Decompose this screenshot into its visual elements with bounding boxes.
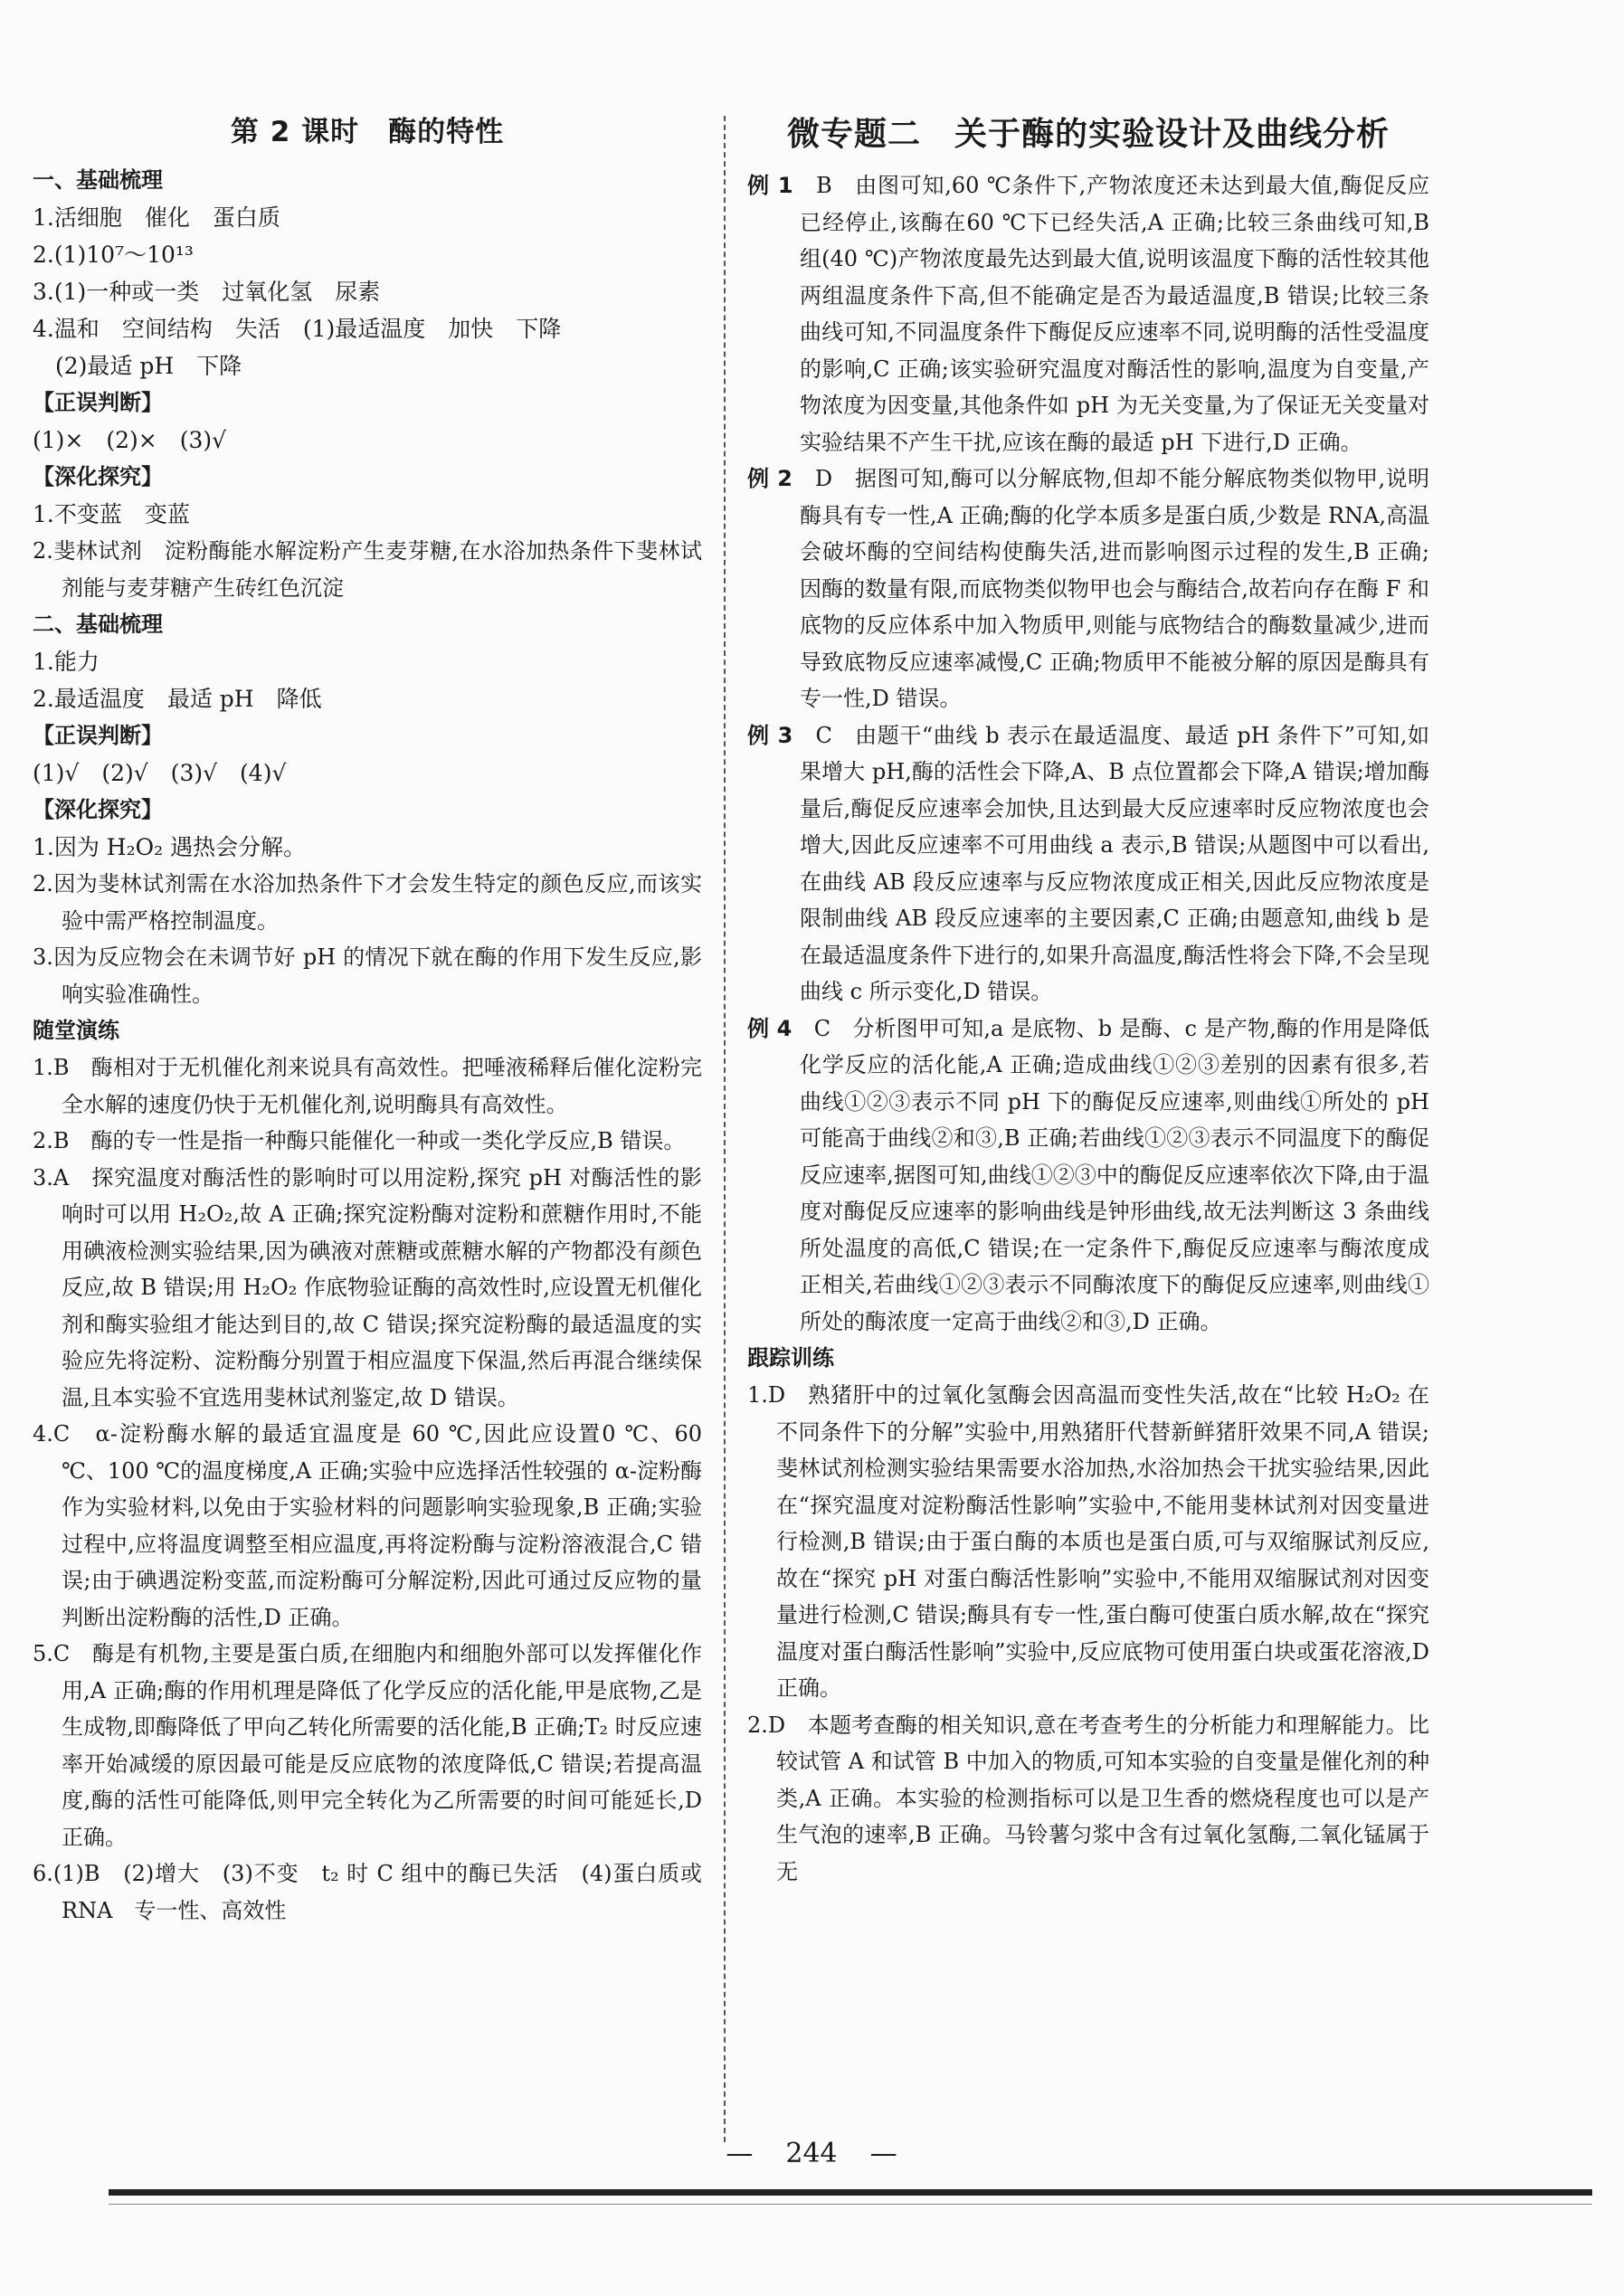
answer-line: 2.最适温度 最适 pH 降低 [33, 686, 322, 712]
section-heading: 二、基础梳理 [33, 612, 163, 637]
section-heading: 跟踪训练 [747, 1345, 834, 1371]
example-text: C 分析图甲可知,a 是底物、b 是酶、c 是产物,酶的作用是降低化学反应的活化能,A 正确;造成曲线①②③差别的因素有很多,若曲线①②③表示不同 pH 下的酶促反应速率,则曲线①所处的 pH 可能高于曲线②和③,B 正确;若曲线①②③表示不同温度下的酶促反应速率,据图可知,曲线①②③中的酶促反应速率依次下降,由于温度对酶促反应速率的影响曲线是钟形曲线,故无法判断这 3 条曲线所处温度的高低,C 错误;在一定条件下,酶促反应速率与酶浓度成正相关,若曲线①②③表示不同酶浓度下的酶促反应速率,则曲线①所处的酶浓度一定高于曲线②和③,D 正确。 [792, 1015, 1429, 1334]
answer-line: (2)最适 pH 下降 [33, 353, 242, 379]
bottom-rule [109, 2189, 1592, 2196]
answer-line: 2.(1)10⁷～10¹³ [33, 242, 194, 268]
answer-line: 4.温和 空间结构 失活 (1)最适温度 加快 下降 [33, 316, 562, 342]
answer-item: 3.因为反应物会在未调节好 pH 的情况下就在酶的作用下发生反应,影响实验准确性。 [33, 944, 702, 1007]
page-dash-left: — [726, 2138, 754, 2169]
example-label: 例 1 [747, 173, 793, 198]
answer-item: 2.因为斐林试剂需在水浴加热条件下才会发生特定的颜色反应,而该实验中需严格控制温度。 [33, 871, 702, 934]
section-heading: 随堂演练 [33, 1018, 119, 1043]
answer-item: 1.D 熟猪肝中的过氧化氢酶会因高温而变性失活,故在“比较 H₂O₂ 在不同条件下的分解”实验中,用熟猪肝代替新鲜猪肝效果不同,A 错误;斐林试剂检测实验结果需要水浴加热,水浴加热会干扰实验结果,因此在“探究温度对淀粉酶活性影响”实验中,不能用斐林试剂对因变量进行检测,B 错误;由于蛋白酶的本质也是蛋白质,可与双缩脲试剂反应,故在“探究 pH 对蛋白酶活性影响”实验中,不能用双缩脲试剂对因变量进行检测,C 错误;酶具有专一性,蛋白酶可使蛋白质水解,故在“探究温度对蛋白酶活性影响”实验中,反应底物可使用蛋白块或蛋花溶液,D 正确。 [747, 1382, 1429, 1701]
subsection-heading: 【正误判断】 [33, 390, 163, 415]
answer-line: 1.活细胞 催化 蛋白质 [33, 204, 280, 231]
page-number-value: 244 [785, 2138, 838, 2169]
page-dash-right: — [869, 2138, 897, 2169]
section-heading: 一、基础梳理 [33, 167, 163, 193]
page-number [0, 2138, 1623, 2169]
lesson-title: 第 2 课时 酶的特性 [230, 116, 505, 148]
right-column [747, 109, 1429, 1890]
answer-item: 4.C α-淀粉酶水解的最适宜温度是 60 ℃,因此应设置0 ℃、60 ℃、100 ℃的温度梯度,A 正确;实验中应选择活性较强的 α-淀粉酶作为实验材料,以免由于实验材料的问题影响实验现象,B 正确;实验过程中,应将温度调整至相应温度,再将淀粉酶与淀粉溶液混合,C 错误;由于碘遇淀粉变蓝,而淀粉酶可分解淀粉,因此可通过反应物的量判断出淀粉酶的活性,D 正确。 [33, 1421, 702, 1630]
example-label: 例 3 [747, 722, 793, 748]
answer-item: 5.C 酶是有机物,主要是蛋白质,在细胞内和细胞外部可以发挥催化作用,A 正确;酶的作用机理是降低了化学反应的活化能,甲是底物,乙是生成物,即酶降低了甲向乙转化所需要的活化能,B 正确;T₂ 时反应速率开始减缓的原因最可能是反应底物的浓度降低,C 错误;若提高温度,酶的活性可能降低,则甲完全转化为乙所需要的时间可能延长,D 正确。 [33, 1641, 702, 1850]
left-column [33, 109, 702, 1929]
example-text: D 据图可知,酶可以分解底物,但却不能分解底物类似物甲,说明酶具有专一性,A 正确;酶的化学本质多是蛋白质,少数是 RNA,高温会破坏酶的空间结构使酶失活,进而影响图示过程的发生,B 正确;因酶的数量有限,而底物类似物甲也会与酶结合,故若向存在酶 F 和底物的反应体系中加入物质甲,则能与底物结合的酶数量减少,进而导致底物反应速率减慢,C 正确;物质甲不能被分解的原因是酶具有专一性,D 错误。 [792, 466, 1429, 711]
answer-item: 6.(1)B (2)增大 (3)不变 t₂ 时 C 组中的酶已失活 (4)蛋白质或 RNA 专一性、高效性 [33, 1861, 702, 1923]
topic-title: 微专题二 关于酶的实验设计及曲线分析 [786, 116, 1390, 153]
answer-item: 1.B 酶相对于无机催化剂来说具有高效性。把唾液稀释后催化淀粉完全水解的速度仍快于无机催化剂,说明酶具有高效性。 [33, 1055, 702, 1117]
left-content [33, 162, 702, 1929]
column-divider [724, 116, 726, 2142]
example-answer [747, 167, 1429, 460]
example-label: 例 4 [747, 1015, 793, 1041]
subsection-heading: 【深化探究】 [33, 797, 163, 822]
answer-line: 1.不变蓝 变蓝 [33, 501, 190, 527]
example-label: 例 2 [747, 466, 793, 491]
answer-item: 2.B 酶的专一性是指一种酶只能催化一种或一类化学反应,B 错误。 [33, 1128, 686, 1153]
example-answer [747, 460, 1429, 717]
subsection-heading: 【正误判断】 [33, 723, 163, 748]
example-answer [747, 1010, 1429, 1341]
answer-line: (1)× (2)× (3)√ [33, 427, 227, 453]
answer-item: 3.A 探究温度对酶活性的影响时可以用淀粉,探究 pH 对酶活性的影响时可以用 H₂O₂,故 A 正确;探究淀粉酶对淀粉和蔗糖作用时,不能用碘液检测实验结果,因为碘液对蔗糖或蔗糖水解的产物都没有颜色反应,故 B 错误;用 H₂O₂ 作底物验证酶的高效性时,应设置无机催化剂和酶实验组才能达到目的,故 C 错误;探究淀粉酶的最适温度的实验应先将淀粉、淀粉酶分别置于相应温度下保温,然后再混合继续保温,且本实验不宜选用斐林试剂鉴定,故 D 错误。 [33, 1164, 702, 1410]
example-text: C 由题干“曲线 b 表示在最适温度、最适 pH 条件下”可知,如果增大 pH,酶的活性会下降,A、B 点位置都会下降,A 错误;增加酶量后,酶促反应速率会加快,且达到最大反应速率时反应物浓度也会增大,因此反应速率不可用曲线 a 表示,B 错误;从题图中可以看出,在曲线 AB 段反应速率与反应物浓度成正相关,因此反应物浓度是限制曲线 AB 段反应速率的主要因素,C 正确;由题意知,曲线 b 是在最适温度条件下进行的,如果升高温度,酶活性将会下降,不会呈现曲线 c 所示变化,D 错误。 [793, 722, 1429, 1004]
example-text: B 由图可知,60 ℃条件下,产物浓度还未达到最大值,酶促反应已经停止,该酶在60 ℃下已经失活,A 正确;比较三条曲线可知,B 组(40 ℃)产物浓度最先达到最大值,说明该温度下酶的活性较其他两组温度条件下高,但不能确定是否为最适温度,B 错误;比较三条曲线可知,不同温度条件下酶促反应速率不同,说明酶的活性受温度的影响,C 正确;该实验研究温度对酶活性的影响,温度为自变量,产物浓度为因变量,其他条件如 pH 为无关变量,为了保证无关变量对实验结果不产生干扰,应该在酶的最适 pH 下进行,D 正确。 [793, 173, 1429, 455]
answer-line: 1.能力 [33, 649, 100, 675]
answer-item: 2.斐林试剂 淀粉酶能水解淀粉产生麦芽糖,在水浴加热条件下斐林试剂能与麦芽糖产生砖红色沉淀 [33, 538, 702, 601]
example-answer [747, 717, 1429, 1010]
answer-line: 1.因为 H₂O₂ 遇热会分解。 [33, 834, 307, 860]
bottom-rule-thin [109, 2204, 1592, 2205]
answer-line: 3.(1)一种或一类 过氧化氢 尿素 [33, 279, 381, 305]
right-content [747, 167, 1429, 1890]
answer-line: (1)√ (2)√ (3)√ (4)√ [33, 760, 287, 786]
answer-item: 2.D 本题考查酶的相关知识,意在考查考生的分析能力和理解能力。比较试管 A 和试管 B 中加入的物质,可知本实验的自变量是催化剂的种类,A 正确。本实验的检测指标可以是卫生香的燃烧程度也可以是产生气泡的速率,B 正确。马铃薯匀浆中含有过氧化氢酶,二氧化锰属于无 [747, 1712, 1429, 1884]
subsection-heading: 【深化探究】 [33, 464, 163, 489]
